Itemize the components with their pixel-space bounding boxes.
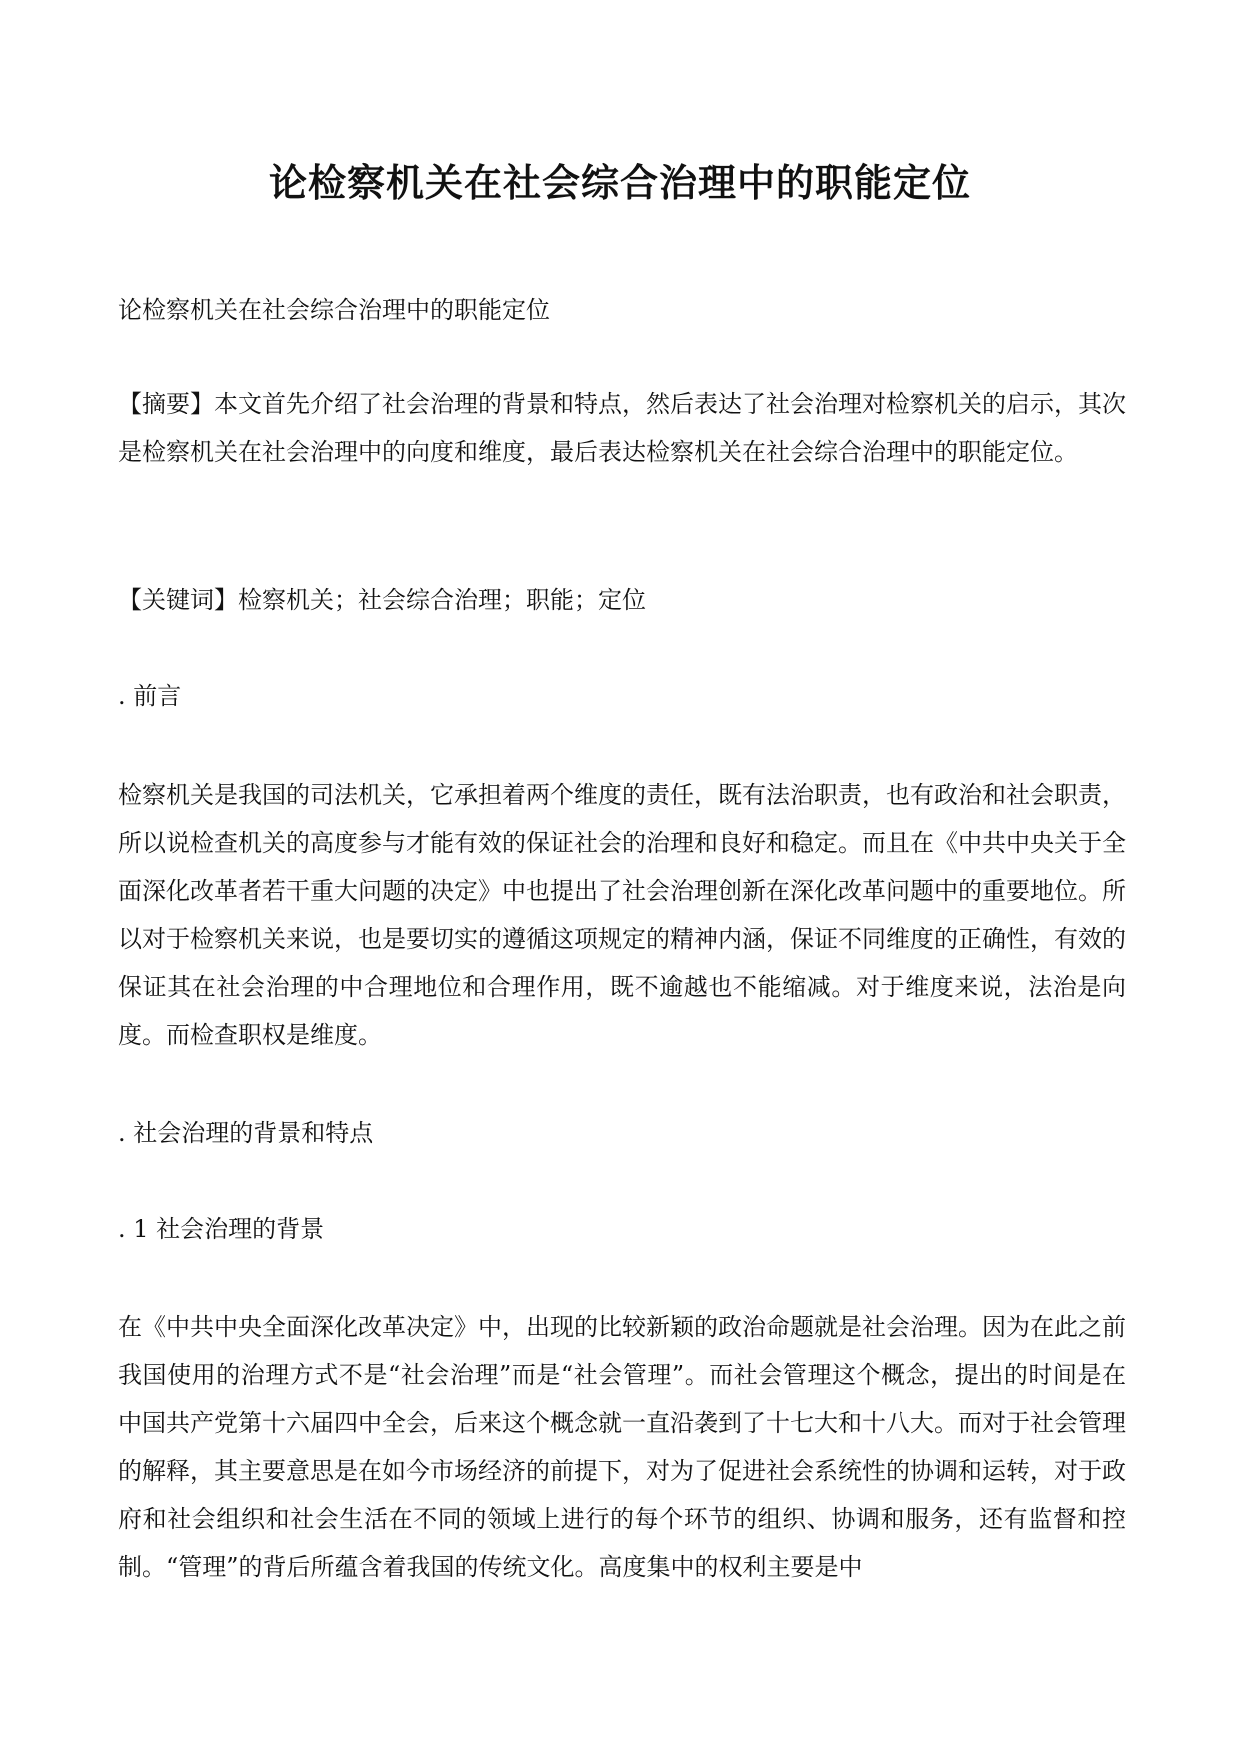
section-heading-intro: . 前言 (118, 682, 182, 710)
document-subtitle: 论检察机关在社会综合治理中的职能定位 (118, 296, 550, 324)
subsection-heading-background: . 1 社会治理的背景 (118, 1215, 325, 1243)
document-title: 论检察机关在社会综合治理中的职能定位 (268, 160, 971, 205)
section-heading-background-features: . 社会治理的背景和特点 (118, 1119, 374, 1147)
intro-paragraph: 检察机关是我国的司法机关，它承担着两个维度的责任，既有法治职责，也有政治和社会职责，所以说检查机关的高度参与才能有效的保证社会的治理和良好和稳定。而且在《中共中央关于全面深化改革者若干重大问题的决定》中也提出了社会治理创新在深化改革问题中的重要地位。所以对于检察机关来说，也是要切实的遵循这项规定的精神内涵，保证不同维度的正确性，有效的保证其在社会治理的中合理地位和合理作用，既不逾越也不能缩减。对于维度来说，法治是向度。而检查职权是维度。 (118, 781, 1126, 1049)
keywords-line: 【关键词】检察机关；社会综合治理；职能；定位 (118, 586, 646, 614)
background-paragraph: 在《中共中央全面深化改革决定》中，出现的比较新颖的政治命题就是社会治理。因为在此之前我国使用的治理方式不是“社会治理”而是“社会管理”。而社会管理这个概念，提出的时间是在中国共产党第十六届四中全会，后来这个概念就一直沿袭到了十七大和十八大。而对于社会管理的解释，其主要意思是在如今市场经济的前提下，对为了促进社会系统性的协调和运转，对于政府和社会组织和社会生活在不同的领域上进行的每个环节的组织、协调和服务，还有监督和控制。“管理”的背后所蕴含着我国的传统文化。高度集中的权利主要是中 (118, 1313, 1126, 1581)
abstract-paragraph: 【摘要】本文首先介绍了社会治理的背景和特点，然后表达了社会治理对检察机关的启示，其次是检察机关在社会治理中的向度和维度，最后表达检察机关在社会综合治理中的职能定位。 (118, 390, 1126, 466)
